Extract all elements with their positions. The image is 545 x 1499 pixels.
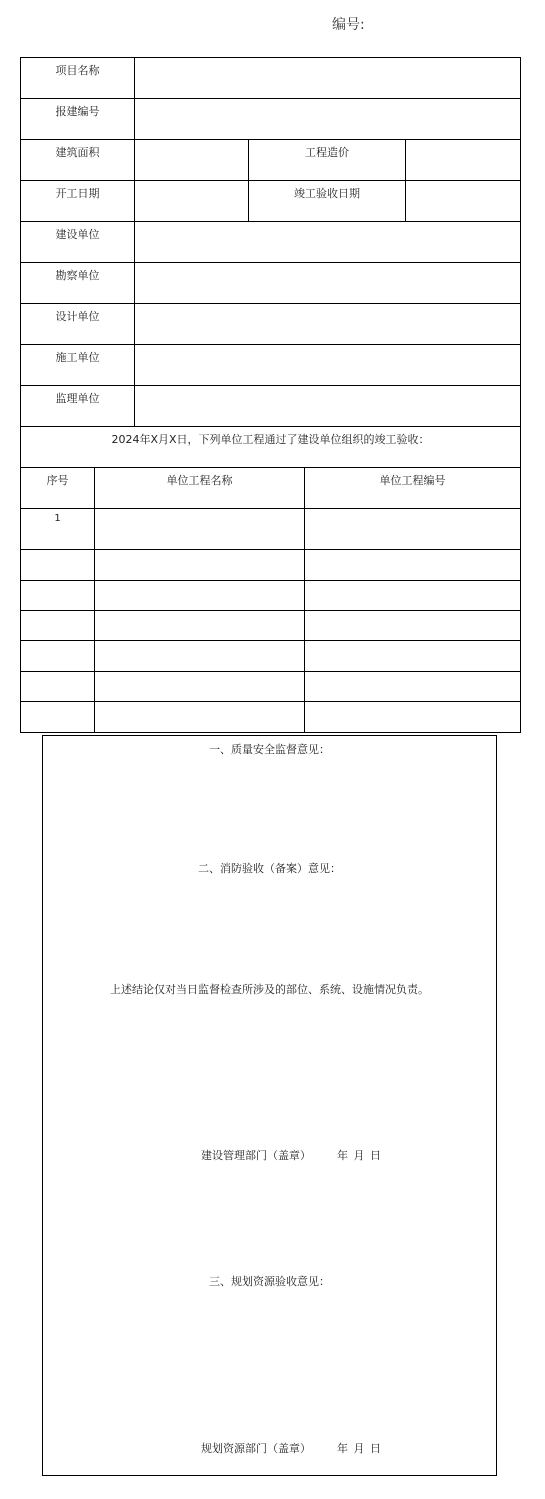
construction-unit-label: 建设单位 <box>21 222 135 263</box>
design-unit-field[interactable] <box>135 304 521 345</box>
row-permit-no <box>21 99 521 140</box>
unit-name-field[interactable] <box>95 672 305 702</box>
design-unit-label: 设计单位 <box>21 304 135 345</box>
unit-name-field[interactable] <box>95 641 305 672</box>
construction-signature <box>201 1147 382 1163</box>
unit-number-field[interactable] <box>305 509 521 550</box>
header-unit-name: 单位工程名称 <box>95 468 305 509</box>
table-row <box>21 581 521 611</box>
project-cost-label: 工程造价 <box>249 140 406 181</box>
unit-number-field[interactable] <box>305 550 521 581</box>
row-index: 1 <box>21 509 95 550</box>
row-project-name <box>21 58 521 99</box>
header-unit-number: 单位工程编号 <box>305 468 521 509</box>
row-index <box>21 550 95 581</box>
table-row <box>21 611 521 641</box>
permit-no-field[interactable] <box>135 99 521 140</box>
unit-table-header <box>21 468 521 509</box>
table-row <box>21 672 521 702</box>
unit-name-field[interactable] <box>95 550 305 581</box>
planning-signature <box>201 1440 382 1456</box>
row-construction-unit <box>21 222 521 263</box>
fire-acceptance-heading: 二、消防验收（备案）意见： <box>198 862 341 875</box>
unit-name-field[interactable] <box>95 581 305 611</box>
project-name-label: 项目名称 <box>21 58 135 99</box>
unit-name-field[interactable] <box>95 509 305 550</box>
row-survey-unit <box>21 263 521 304</box>
project-name-field[interactable] <box>135 58 521 99</box>
serial-number-label: 编号: <box>332 17 365 33</box>
unit-name-field[interactable] <box>95 702 305 733</box>
quality-safety-heading: 一、质量安全监督意见： <box>209 743 330 756</box>
header-index: 序号 <box>21 468 95 509</box>
unit-number-field[interactable] <box>305 581 521 611</box>
table-row <box>21 702 521 733</box>
survey-unit-label: 勘察单位 <box>21 263 135 304</box>
permit-no-label: 报建编号 <box>21 99 135 140</box>
building-area-field[interactable] <box>135 140 249 181</box>
unit-number-field[interactable] <box>305 702 521 733</box>
row-acceptance-statement <box>21 427 521 468</box>
project-cost-field[interactable] <box>406 140 521 181</box>
unit-number-field[interactable] <box>305 641 521 672</box>
building-area-label: 建筑面积 <box>21 140 135 181</box>
construction-sign-label: 建设管理部门（盖章） <box>201 1149 311 1162</box>
unit-number-field[interactable] <box>305 672 521 702</box>
row-dates <box>21 181 521 222</box>
table-row <box>21 550 521 581</box>
acceptance-date-label: 竣工验收日期 <box>249 181 406 222</box>
start-date-field[interactable] <box>135 181 249 222</box>
acceptance-date-field[interactable] <box>406 181 521 222</box>
row-index <box>21 641 95 672</box>
table-row <box>21 509 521 550</box>
builder-unit-label: 施工单位 <box>21 345 135 386</box>
row-index <box>21 611 95 641</box>
opinion-box <box>42 735 497 1476</box>
unit-number-field[interactable] <box>305 611 521 641</box>
row-index <box>21 672 95 702</box>
row-design-unit <box>21 304 521 345</box>
construction-date: 年 月 日 <box>337 1149 382 1162</box>
row-builder-unit <box>21 345 521 386</box>
planning-date: 年 月 日 <box>337 1442 382 1455</box>
supervision-unit-label: 监理单位 <box>21 386 135 427</box>
row-supervision-unit <box>21 386 521 427</box>
survey-unit-field[interactable] <box>135 263 521 304</box>
disclaimer-text: 上述结论仅对当日监督检查所涉及的部位、系统、设施情况负责。 <box>110 983 429 996</box>
unit-name-field[interactable] <box>95 611 305 641</box>
row-index <box>21 702 95 733</box>
planning-heading: 三、规划资源验收意见： <box>209 1275 330 1288</box>
construction-unit-field[interactable] <box>135 222 521 263</box>
acceptance-statement: 2024年X月X日，下列单位工程通过了建设单位组织的竣工验收： <box>21 427 521 468</box>
supervision-unit-field[interactable] <box>135 386 521 427</box>
table-row <box>21 641 521 672</box>
planning-sign-label: 规划资源部门（盖章） <box>201 1442 311 1455</box>
builder-unit-field[interactable] <box>135 345 521 386</box>
project-info-table <box>20 57 521 733</box>
row-index <box>21 581 95 611</box>
row-area-cost <box>21 140 521 181</box>
start-date-label: 开工日期 <box>21 181 135 222</box>
